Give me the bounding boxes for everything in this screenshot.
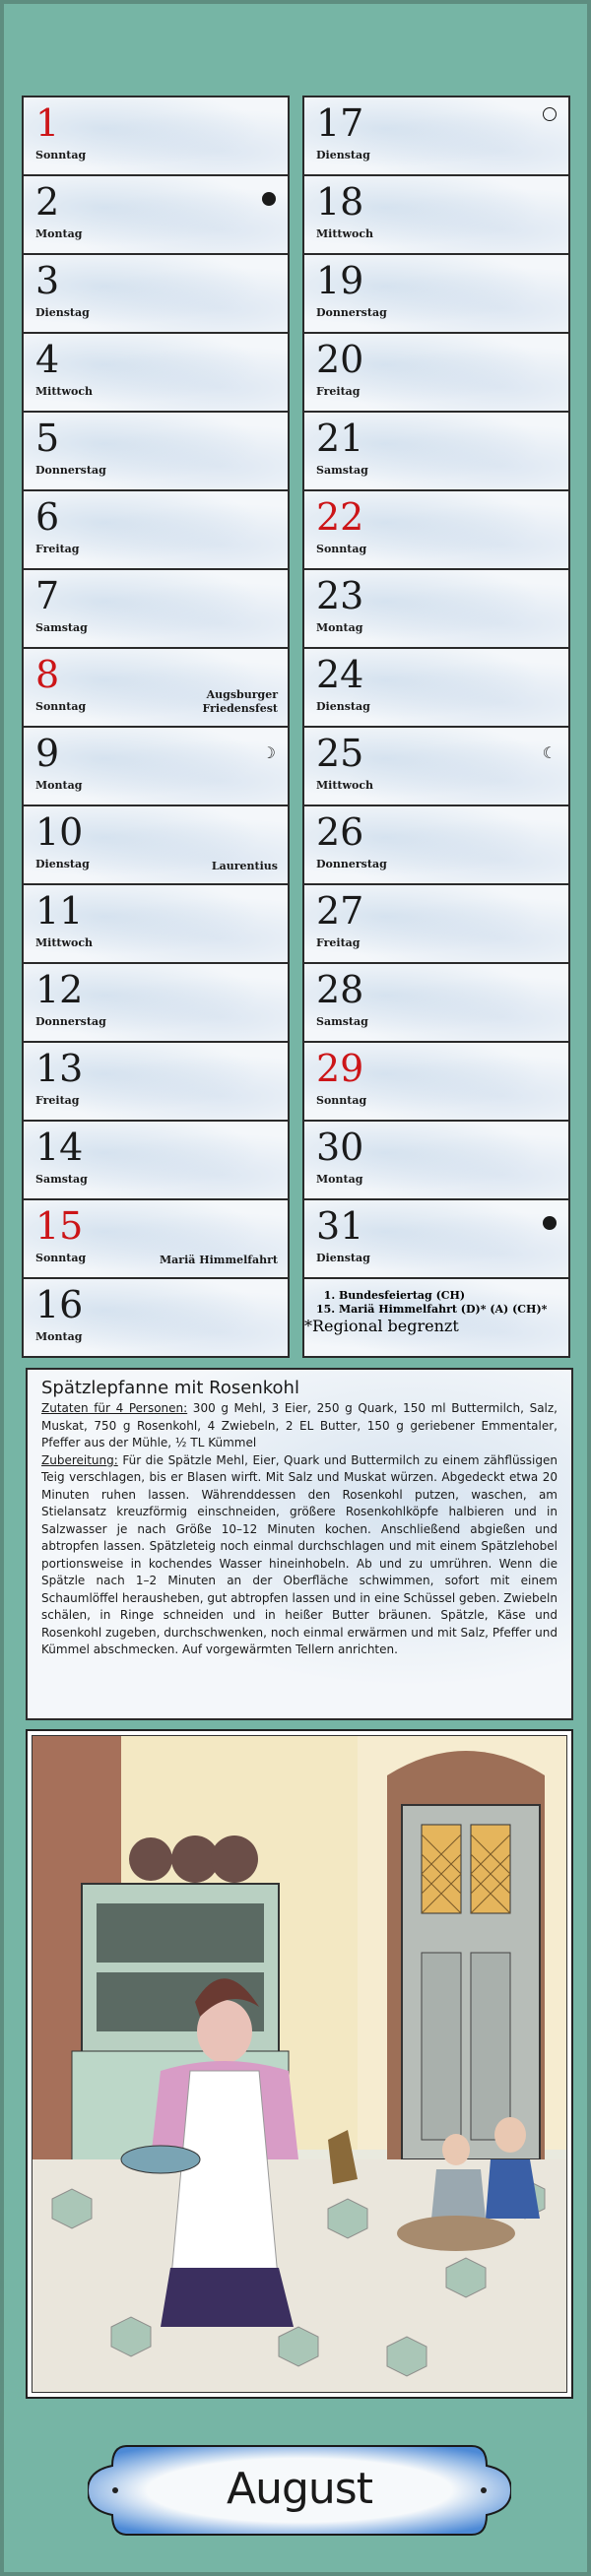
recipe-box: [26, 1368, 573, 1720]
day-cell-1: [22, 96, 290, 174]
weekday-name: Donnerstag: [316, 858, 387, 870]
kitchen-scene-image: [33, 1736, 567, 2393]
weekday-name: Dienstag: [316, 700, 370, 713]
day-cell-3: [22, 253, 290, 332]
day-number: 2: [35, 180, 60, 224]
day-number: 13: [35, 1047, 84, 1090]
weekday-name: Sonntag: [35, 1252, 87, 1264]
day-cell-25: [302, 726, 570, 805]
day-number: 9: [35, 732, 60, 775]
day-number: 17: [316, 101, 364, 145]
recipe-title: Spätzlepfanne mit Rosenkohl: [41, 1378, 299, 1398]
illustration-frame: [26, 1729, 573, 2399]
preparation-label: Zubereitung:: [41, 1452, 118, 1467]
day-cell-15: [22, 1198, 290, 1277]
recipe-body: [41, 1400, 558, 1659]
days-column-right: [302, 96, 570, 1358]
weekday-name: Dienstag: [316, 1252, 370, 1264]
footnote: *Regional begrenzt: [304, 1317, 459, 1335]
day-number: 1: [35, 101, 60, 145]
day-number: 29: [316, 1047, 364, 1090]
day-number: 4: [35, 338, 60, 381]
weekday-name: Mittwoch: [35, 385, 94, 398]
weekday-name: Dienstag: [35, 306, 90, 319]
new-moon-icon: [543, 1216, 557, 1230]
weekday-name: Freitag: [316, 385, 361, 398]
weekday-name: Freitag: [35, 543, 80, 555]
weekday-name: Freitag: [35, 1094, 80, 1107]
day-cell-26: [302, 805, 570, 883]
day-number: 26: [316, 810, 364, 854]
weekday-name: Samstag: [316, 464, 368, 477]
day-number: 12: [35, 968, 84, 1011]
day-number: 28: [316, 968, 364, 1011]
holiday-note-line: 1. Bundesfeiertag (CH): [316, 1289, 466, 1302]
weekday-name: Mittwoch: [316, 227, 374, 240]
preparation-text: Für die Spätzle Mehl, Eier, Quark und Buttermilch zu einem zähflüssigen Teig verschlagen, bis er Blasen wirft. Mit Salz und Muskat würzen. Abgedeckt etwa 20 Minuten ruhen lassen. Währenddessen den Rosenkohl putzen, waschen, am Stielansatz kreuzförmig einschneiden, größere Rosenkohlköpfe halbieren und in Salzwasser je nach Größe 10–12 Minuten kochen. Anschließend abgießen und abtropfen lassen. Spätzleteig noch einmal durchschlagen und mit einem Spätzlehobel portionsweise in kochendes Wasser hineinhobeln. Ab und zu umrühren. Wenn die Spätzle nach 1–2 Minuten an der Oberfläche schwimmen, sofort mit einem Schaumlöffel herausheben, gut abtropfen lassen und in eine Schüssel geben. Zwiebeln schälen, in Ringe schneiden und in heißer Butter bräunen. Spätzle, Käse und Rosenkohl zugeben, durchschwenken, noch einmal erwärmen und mit Salz, Pfeffer und Kümmel abschmecken. Auf vorgewärmten Tellern anrichten.: [41, 1452, 558, 1656]
day-cell-16: [22, 1277, 290, 1358]
day-cell-11: [22, 883, 290, 962]
weekday-name: Donnerstag: [316, 306, 387, 319]
day-cell-5: [22, 411, 290, 489]
day-number: 10: [35, 810, 84, 854]
ingredients-text: 300 g Mehl, 3 Eier, 250 g Quark, 150 ml Buttermilch, Salz, Muskat, 750 g Rosenkohl, 4 Zwiebeln, 2 EL Butter, 150 g geriebener Emmentaler, Pfeffer aus der Mühle, ½ TL Kümmel: [41, 1401, 558, 1449]
day-number: 3: [35, 259, 60, 302]
weekday-name: Samstag: [35, 1173, 88, 1186]
day-cell-7: [22, 568, 290, 647]
day-cell-12: [22, 962, 290, 1041]
day-cell-18: [302, 174, 570, 253]
day-number: 19: [316, 259, 364, 302]
day-cell-31: [302, 1198, 570, 1277]
day-cell-23: [302, 568, 570, 647]
day-number: 18: [316, 180, 364, 224]
weekday-name: Montag: [316, 1173, 363, 1186]
weekday-name: Mittwoch: [35, 936, 94, 949]
weekday-name: Montag: [35, 227, 83, 240]
weekday-name: Sonntag: [316, 1094, 367, 1107]
weekday-name: Mittwoch: [316, 779, 374, 792]
day-number: 22: [316, 495, 364, 539]
day-number: 25: [316, 732, 364, 775]
weekday-name: Samstag: [35, 621, 88, 634]
day-number: 8: [35, 653, 60, 696]
holiday-label: Augsburger Friedensfest: [202, 688, 278, 715]
weekday-name: Donnerstag: [35, 464, 106, 477]
day-cell-21: [302, 411, 570, 489]
day-number: 11: [35, 889, 84, 933]
day-cell-8: [22, 647, 290, 726]
day-cell-14: [22, 1120, 290, 1198]
holiday-label: Laurentius: [211, 860, 278, 872]
day-cell-22: [302, 489, 570, 568]
full-moon-icon: [543, 107, 557, 121]
day-number: 14: [35, 1126, 84, 1169]
first-quarter-icon: ☽: [261, 743, 276, 762]
day-number: 21: [316, 417, 364, 460]
holiday-label: Mariä Himmelfahrt: [160, 1254, 278, 1266]
day-cell-4: [22, 332, 290, 411]
day-cell-29: [302, 1041, 570, 1120]
day-cell-20: [302, 332, 570, 411]
weekday-name: Montag: [316, 621, 363, 634]
day-number: 5: [35, 417, 60, 460]
new-moon-icon: [262, 192, 276, 206]
day-cell-30: [302, 1120, 570, 1198]
days-column-left: [22, 96, 290, 1358]
day-cell-2: [22, 174, 290, 253]
day-number: 30: [316, 1126, 364, 1169]
kitchen-illustration: [32, 1735, 567, 2393]
day-cell-27: [302, 883, 570, 962]
weekday-name: Sonntag: [316, 543, 367, 555]
day-cell-24: [302, 647, 570, 726]
month-plaque: [88, 2436, 511, 2544]
weekday-name: Freitag: [316, 936, 361, 949]
day-cell-19: [302, 253, 570, 332]
day-number: 15: [35, 1204, 84, 1248]
day-cell-28: [302, 962, 570, 1041]
weekday-name: Donnerstag: [35, 1015, 106, 1028]
calendar-page: [4, 4, 587, 2572]
holiday-notes-lines: [304, 1279, 568, 1317]
day-cell-17: [302, 96, 570, 174]
month-title: August: [227, 2464, 372, 2514]
day-number: 24: [316, 653, 364, 696]
day-cell-9: [22, 726, 290, 805]
holiday-notes: [302, 1277, 570, 1358]
holiday-note-line: 15. Mariä Himmelfahrt (D)* (A) (CH)*: [316, 1303, 548, 1316]
day-number: 31: [316, 1204, 364, 1248]
day-cell-13: [22, 1041, 290, 1120]
weekday-name: Montag: [35, 779, 83, 792]
day-number: 23: [316, 574, 364, 617]
weekday-name: Dienstag: [35, 858, 90, 870]
weekday-name: Samstag: [316, 1015, 368, 1028]
day-cell-10: [22, 805, 290, 883]
weekday-name: Sonntag: [35, 700, 87, 713]
day-number: 6: [35, 495, 60, 539]
ingredients-label: Zutaten für 4 Personen:: [41, 1401, 188, 1415]
weekday-name: Montag: [35, 1330, 83, 1343]
day-number: 20: [316, 338, 364, 381]
day-cell-6: [22, 489, 290, 568]
day-number: 27: [316, 889, 364, 933]
last-quarter-icon: ☾: [542, 743, 557, 762]
day-number: 16: [35, 1283, 84, 1326]
weekday-name: Dienstag: [316, 149, 370, 161]
day-number: 7: [35, 574, 60, 617]
weekday-name: Sonntag: [35, 149, 87, 161]
